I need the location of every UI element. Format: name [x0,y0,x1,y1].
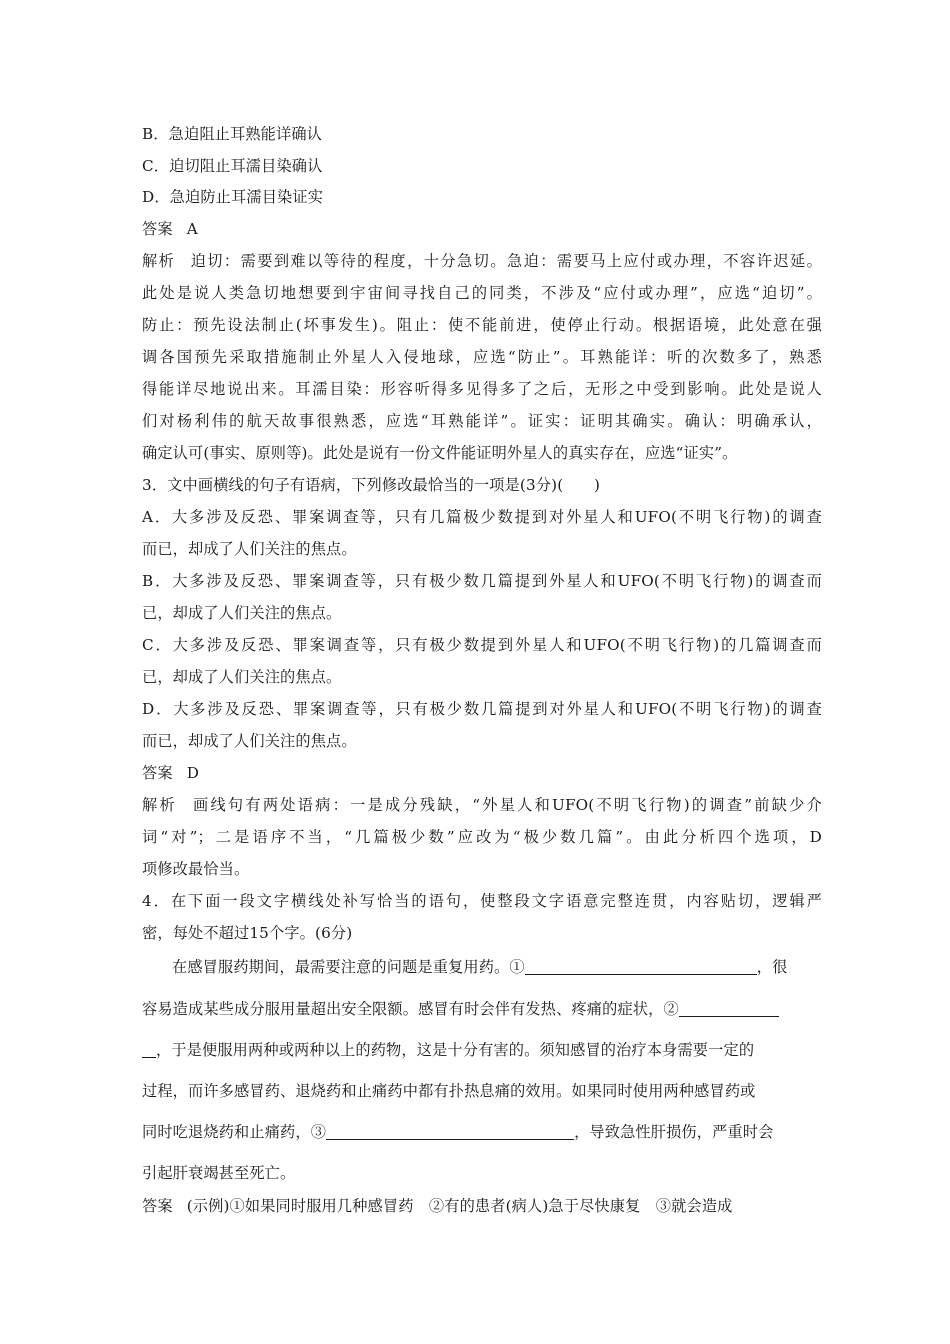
q2-analysis-line: 防止：预先设法制止(坏事发生)。阻止：使不能前进，使停止行动。根据语境，此处意在强 [142,316,822,334]
q3-option-c: C．大多涉及反恐、罪案调查等，只有极少数提到外星人和UFO(不明飞行物)的几篇调查而 [142,636,822,654]
fill-blank-3[interactable] [326,1124,574,1140]
q4-passage-line: 在感冒服药期间，最需要注意的问题是重复用药。① ，很 [172,958,788,976]
q2-option-d: D．急迫防止耳濡目染证实 [142,188,324,206]
q3-answer [142,763,822,783]
fill-blank-2[interactable] [679,1001,779,1017]
q4-answer [142,1196,822,1216]
q3-option-a: A．大多涉及反恐、罪案调查等，只有几篇极少数提到对外星人和UFO(不明飞行物)的调查 [142,508,822,526]
q3-option-d-cont: 而已，却成了人们关注的焦点。 [142,732,357,750]
analysis-label: 解析 [142,796,177,814]
q2-analysis-line: 得能详尽地说出来。耳濡目染：形容听得多见得多了之后，无形之中受到影响。此处是说人 [142,380,822,398]
answer-label: 答案 [142,1197,173,1215]
q2-option-b: B．急迫阻止耳熟能详确认 [142,125,323,143]
fill-blank-1[interactable] [525,959,757,975]
answer-text: (示例)①如果同时服用几种感冒药 ②有的患者(病人)急于尽快康复 ③就会造成 [186,1197,733,1215]
q2-analysis-line: 解析 迫切：需要到难以等待的程度，十分急切。急迫：需要马上应付或办理，不容许迟延。 [142,252,822,270]
answer-label: 答案 [142,220,173,238]
q3-option-b: B．大多涉及反恐、罪案调查等，只有极少数几篇提到外星人和UFO(不明飞行物)的调查而 [142,572,822,590]
q3-option-a-cont: 而已，却成了人们关注的焦点。 [142,540,357,558]
q4-passage-line: 引起肝衰竭甚至死亡。 [142,1164,296,1182]
q4-stem: 4．在下面一段文字横线处补写恰当的语句，使整段文字语意完整连贯，内容贴切，逻辑严 [142,892,822,910]
q3-stem: 3．文中画横线的句子有语病，下列修改最恰当的一项是(3分)( ) [142,476,601,494]
q4-stem-cont: 密，每处不超过15个字。(6分) [142,924,353,942]
q4-passage-line: ，于是便服用两种或两种以上的药物，这是十分有害的。须知感冒的治疗本身需要一定的 [142,1040,822,1060]
q2-analysis-line: 调各国预先采取措施制止外星人入侵地球，应选“防止”。耳熟能详：听的次数多了，熟悉 [142,348,822,366]
fill-blank-2-cont[interactable] [142,1042,156,1058]
q4-passage-line: 同时吃退烧药和止痛药，③ ，导致急性肝损伤，严重时会 [142,1123,774,1141]
q2-analysis-line: 确定认可(事实、原则等)。此处是说有一份文件能证明外星人的真实存在，应选“证实”。 [142,444,738,462]
q2-option-c: C．迫切阻止耳濡目染确认 [142,157,323,175]
answer-value: A [186,220,198,238]
q3-option-b-cont: 已，却成了人们关注的焦点。 [142,604,342,622]
q3-analysis-line: 词“对”；二是语序不当，“几篇极少数”应改为“极少数几篇”。由此分析四个选项，D [142,828,822,846]
q3-option-d: D．大多涉及反恐、罪案调查等，只有极少数几篇提到对外星人和UFO(不明飞行物)的调查 [142,700,822,718]
q2-analysis-line: 们对杨利伟的航天故事很熟悉，应选“耳熟能详”。证实：证明其确实。确认：明确承认， [142,412,822,430]
answer-value: D [186,764,200,782]
q2-answer [142,219,822,239]
q3-option-c-cont: 已，却成了人们关注的焦点。 [142,668,342,686]
q3-analysis-line: 解析 画线句有两处语病：一是成分残缺，“外星人和UFO(不明飞行物)的调查”前缺少介 [142,796,822,814]
q3-analysis-line: 项修改最恰当。 [142,860,250,878]
answer-label: 答案 [142,764,173,782]
q4-passage-line: 过程，而许多感冒药、退烧药和止痛药中都有扑热息痛的效用。如果同时使用两种感冒药或 [142,1082,756,1100]
q2-analysis-line: 此处是说人类急切地想要到宇宙间寻找自己的同类，不涉及“应付或办理”，应选“迫切”。 [142,284,822,302]
q4-passage-line: 容易造成某些成分服用量超出安全限额。感冒有时会伴有发热、疼痛的症状，② [142,999,822,1019]
analysis-label: 解析 [142,252,176,270]
